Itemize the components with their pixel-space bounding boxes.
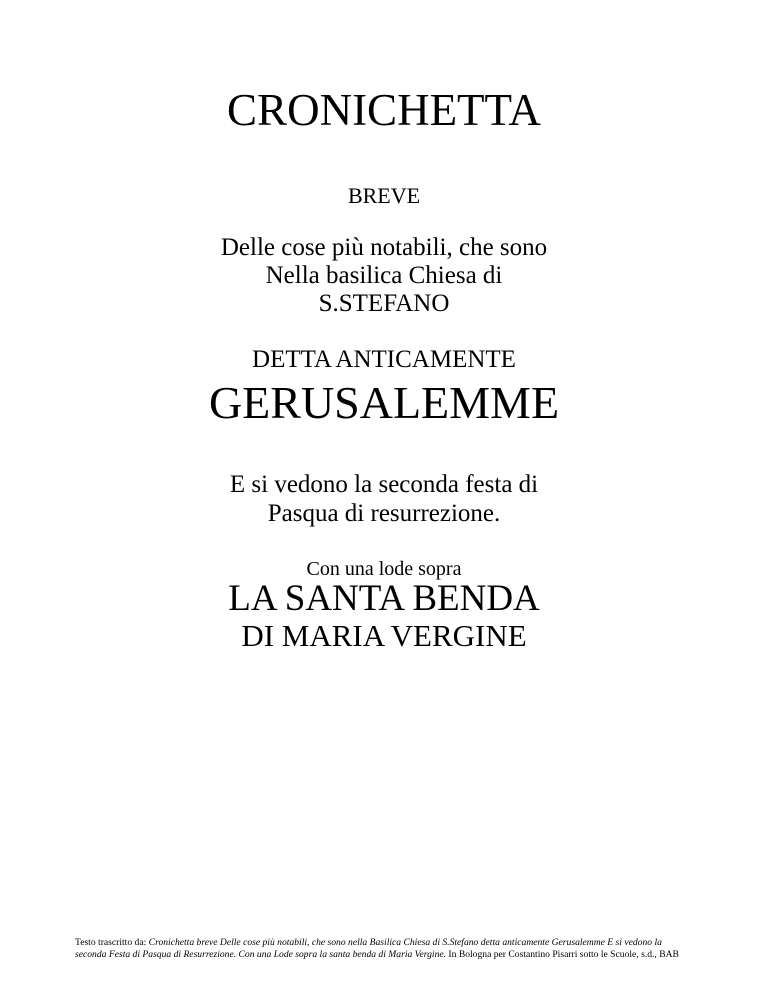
benda-heading: LA SANTA BENDA: [228, 578, 540, 619]
description-line: Nella basilica Chiesa di: [265, 262, 503, 289]
description-line: S.STEFANO: [318, 290, 450, 317]
document-title: CRONICHETTA: [227, 85, 541, 135]
vedono-line: E si vedono la seconda festa di: [229, 471, 539, 498]
description-line: Delle cose più notabili, che sono: [220, 234, 548, 261]
city-heading: GERUSALEMME: [208, 377, 560, 428]
detta-line: DETTA ANTICAMENTE: [252, 346, 516, 373]
footnote-publication: In Bologna per Costantino Pisarri sotto le Scuole, s.d., BAB: [446, 949, 679, 960]
footnote-source-title: Cronichetta breve Delle cose più notabili, che sono nella Basilica Chiesa di S.Stefano detta anticamente Gerusalemme E si vedono la seconda Festa di Pasqua di Resurrezione. Con una Lode sopra la santa benda di Maria Vergine.: [75, 937, 662, 960]
maria-heading: DI MARIA VERGINE: [241, 618, 527, 653]
source-footnote: [75, 937, 695, 961]
lode-intro: Con una lode sopra: [306, 558, 462, 580]
document-subtitle: BREVE: [347, 183, 421, 208]
footnote-prefix: Testo trascritto da:: [75, 937, 149, 948]
vedono-line: Pasqua di resurrezione.: [267, 500, 501, 527]
